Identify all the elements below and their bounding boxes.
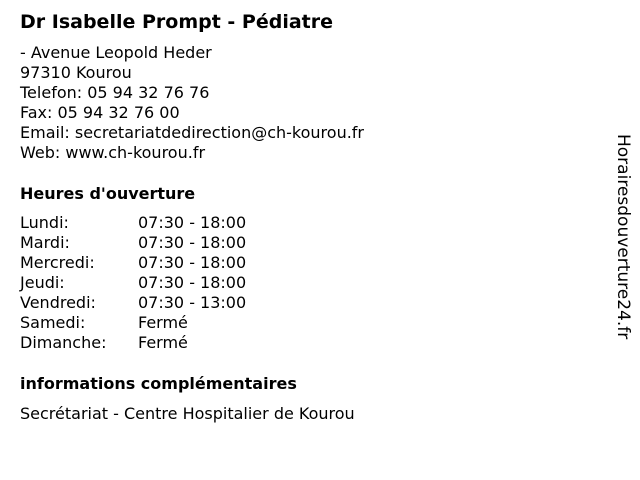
time-value: Fermé — [138, 313, 188, 332]
city-postal: 97310 Kourou — [20, 63, 132, 82]
hours-heading: Heures d'ouverture — [20, 184, 196, 203]
hours-row-thursday — [20, 273, 246, 293]
time-value: 07:30 - 13:00 — [138, 293, 247, 312]
day-label: Samedi: — [20, 313, 86, 332]
time-value: Fermé — [138, 333, 188, 352]
day-label: Lundi: — [20, 213, 69, 232]
extra-info-heading: informations complémentaires — [20, 374, 297, 393]
contact-info — [20, 43, 364, 163]
extra-info-text: Secrétariat - Centre Hospitalier de Kourou — [20, 404, 355, 423]
page-title: Dr Isabelle Prompt - Pédiatre — [20, 11, 333, 33]
hours-row-friday — [20, 293, 246, 313]
time-value: 07:30 - 18:00 — [138, 213, 247, 232]
phone-number: Telefon: 05 94 32 76 76 — [20, 83, 210, 102]
day-label: Dimanche: — [20, 333, 107, 352]
time-value: 07:30 - 18:00 — [138, 233, 247, 252]
street-address: - Avenue Leopold Heder — [20, 43, 212, 62]
website: Web: www.ch-kourou.fr — [20, 143, 206, 162]
hours-table — [20, 213, 246, 353]
day-label: Mercredi: — [20, 253, 95, 272]
hours-row-sunday — [20, 333, 246, 353]
watermark: Horairesdouverture24.fr — [613, 134, 633, 340]
hours-row-saturday — [20, 313, 246, 333]
day-label: Mardi: — [20, 233, 70, 252]
day-label: Jeudi: — [20, 273, 65, 292]
time-value: 07:30 - 18:00 — [138, 253, 247, 272]
time-value: 07:30 - 18:00 — [138, 273, 247, 292]
fax-number: Fax: 05 94 32 76 00 — [20, 103, 180, 122]
hours-row-monday — [20, 213, 246, 233]
day-label: Vendredi: — [20, 293, 96, 312]
hours-row-wednesday — [20, 253, 246, 273]
hours-row-tuesday — [20, 233, 246, 253]
email-address: Email: secretariatdedirection@ch-kourou.fr — [20, 123, 364, 142]
